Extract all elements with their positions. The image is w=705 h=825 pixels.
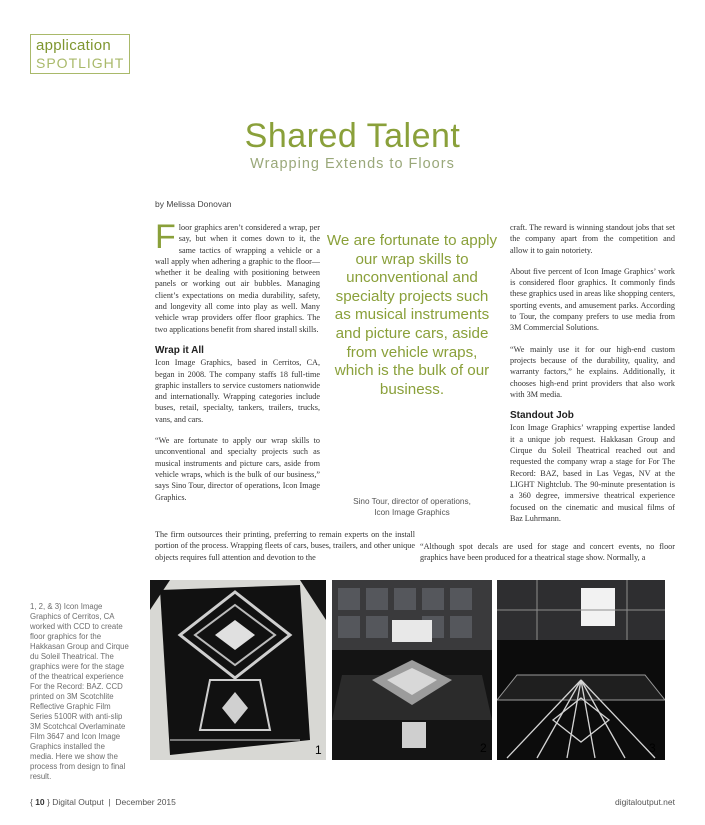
paragraph: About five percent of Icon Image Graphics’ work is considered floor graphics. It commonly finds these graphics used in areas like shopping centers, sporting events, and amusement parks. According to Tour, the company prefers to use media from 3M Commercial Solutions. — [510, 266, 675, 333]
paragraph: Icon Image Graphics’ wrapping expertise landed it a unique job request. Hakkasan Group and Cirque du Soleil Theatrical reached out and requested the company wrap a stage for For The Record: BAZ, based in Las Vegas, NV at the LIGHT Nightclub. The 90-minute presentation is a 360 degree, immersive theatrical experience focused on the cinematic and musical films of Baz Luhrmann. — [510, 423, 675, 523]
column-left — [155, 218, 320, 513]
photo-stage-install-image — [332, 580, 492, 760]
paragraph: “We mainly use it for our high-end custom projects because of the durability, quality, and warranty factors,” he explains. Additionally, it chooses high-end print providers that also work with 3M media. — [510, 344, 675, 399]
photo-floor-design — [150, 580, 326, 760]
photo-final-result — [497, 580, 665, 760]
article-subtitle: Wrapping Extends to Floors — [250, 156, 455, 172]
paragraph: “We are fortunate to apply our wrap skills to unconventional and specialty projects such as musical instruments and picture cars, aside from vehicle wraps, which is the bulk of our business,” says Sino Tour, director of operations, Icon Image Graphics. — [155, 436, 320, 502]
pull-quote: We are fortunate to apply our wrap skills to unconventional and specialty projects such as musical instruments and picture cars, aside from vehicle wraps, which is the bulk of our business. — [326, 232, 498, 398]
photo-floor-design-image — [150, 580, 326, 760]
photo-number-1: 1 — [315, 743, 322, 757]
issue-date: December 2015 — [115, 797, 176, 807]
photo-caption: 1, 2, & 3) Icon Image Graphics of Cerritos, CA worked with CCD to create floor graphics for the Hakkasan Group and Cirque du Soleil Theatrical. The graphics were for the stage of the theatrical experience For the Record: BAZ. CCD printed on 3M Scotchlite Reflective Graphic Film Series 5100R with anti-slip 3M Scotchcal Overlaminate Film 3647 and Icon Image Graphics installed the media. Here we show the process from design to final result. — [30, 602, 129, 781]
paragraph-wide: The firm outsources their printing, preferring to remain experts on the install portion of the process. Wrapping fleets of cars, buses, trailers, and other unique objects requires full attention and devotion to the — [155, 530, 415, 562]
paragraph-wide-right: “Although spot decals are used for stage and concert events, no floor graphics have been produced for a theatrical stage show. Normally, a — [420, 542, 675, 563]
section-label-bottom: SPOTLIGHT — [36, 55, 125, 71]
footer-folio: { 10 } Digital Output | December 2015 — [30, 797, 176, 807]
drop-cap: F — [155, 218, 176, 256]
byline: by Melissa Donovan — [155, 199, 232, 209]
pull-quote-attribution: Sino Tour, director of operations, Icon Image Graphics — [353, 497, 471, 517]
intro-paragraph: Floor graphics aren’t considered a wrap, per say, but when it comes down to it, the same tactics of wrapping a vehicle or a wall apply when adhering a graphic to the floor—whether it be dealing with positioning between panels or working out air bubbles. Managing client’s expectations on media durability, safety, and longevity all come into play as well. Many vehicle wrap providers offer floor graphics. The two applications benefit from shared install skills. — [155, 218, 320, 334]
paragraph: Icon Image Graphics, based in Cerritos, CA, began in 2008. The company staffs 18 full-time graphic installers to service customers nationwide and internationally. Wrapping categories include buses, retail, specialty, tankers, trailers, trucks, vans, and cars. — [155, 358, 320, 424]
column-right — [510, 222, 675, 534]
subhead-wrap-it-all: Wrap it All — [155, 344, 204, 356]
photo-number-3: 3 — [649, 741, 656, 755]
article-title: Shared Talent — [244, 117, 461, 155]
page-number: 10 — [35, 797, 45, 807]
footer-url: digitaloutput.net — [614, 797, 675, 807]
photo-number-2: 2 — [480, 741, 487, 755]
paragraph: craft. The reward is winning standout jobs that set the company apart from the competition and allow it to gain notoriety. — [510, 223, 675, 255]
section-label-top: application — [36, 37, 112, 54]
photo-stage-install — [332, 580, 492, 760]
publication-name: Digital Output — [52, 797, 104, 807]
photo-final-result-image — [497, 580, 665, 760]
subhead-standout-job: Standout Job — [510, 410, 574, 422]
